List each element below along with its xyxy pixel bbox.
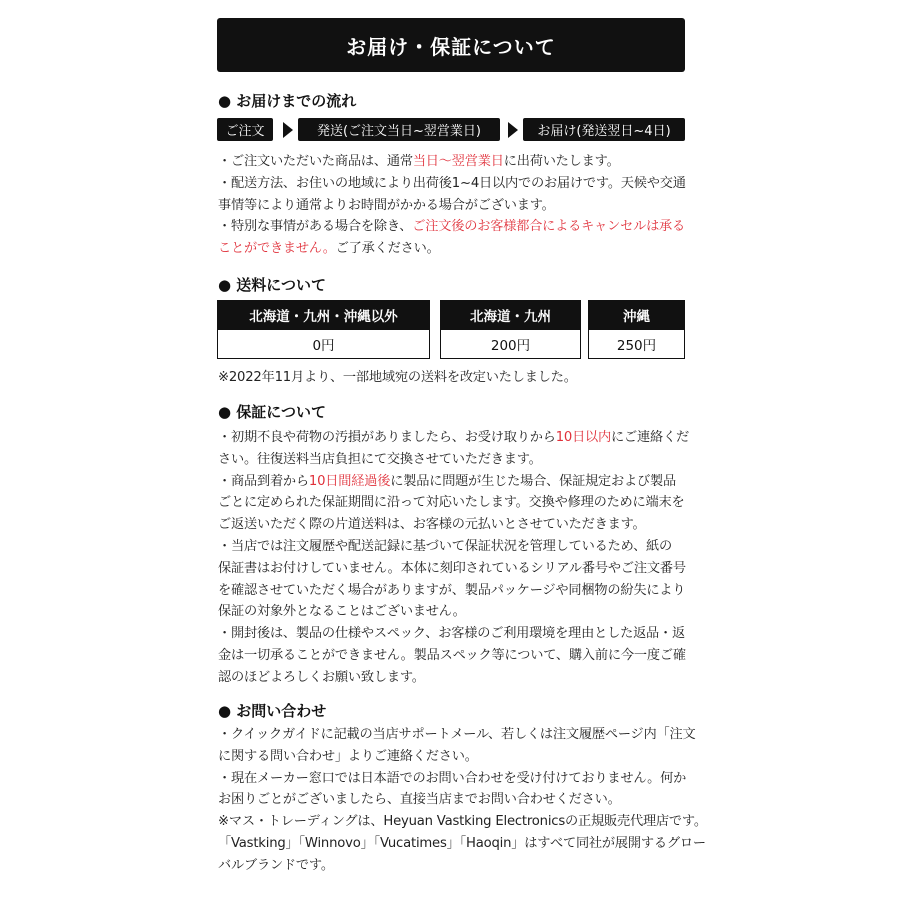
- text-line: [218, 195, 688, 217]
- flow-step-deliver: お届け(発送翌日~4日): [523, 118, 685, 141]
- shipping-fee: 0円: [217, 330, 430, 359]
- text-segment: 「Vastking」「Winnovo」「Vucatimes」「Haoqin」はすべて同社が展開するグロー: [218, 835, 706, 851]
- text-line: [218, 151, 688, 173]
- text-line: [218, 667, 688, 689]
- text-segment: にご連絡くだ: [611, 430, 689, 445]
- arrow-right-icon: [508, 122, 518, 138]
- text-segment: に出荷いたします。: [503, 154, 620, 169]
- highlight-text: ことができません。: [218, 241, 336, 257]
- warranty-text: [218, 427, 688, 689]
- text-line: [218, 514, 688, 536]
- text-line: [218, 492, 688, 514]
- highlight-text: 10日以内: [555, 430, 612, 445]
- text-segment: 認のほどよろしくお願い致します。: [218, 669, 425, 685]
- text-segment: お困りごとがございましたら、直接当店までお問い合わせください。: [218, 792, 621, 808]
- delivery-text: [218, 151, 688, 260]
- text-line: [218, 601, 688, 623]
- text-segment: ・クイックガイドに記載の当店サポートメール、若しくは注文履歴ページ内「注文: [218, 727, 696, 742]
- highlight-text: 当日～翌営業日: [412, 154, 504, 169]
- highlight-text: 10日間経過後: [308, 473, 391, 489]
- flow-step-order: ご注文: [217, 118, 273, 141]
- text-line: [218, 724, 696, 746]
- text-line: [218, 558, 688, 580]
- text-line: [218, 449, 688, 471]
- text-segment: ・ご注文いただいた商品は、通常: [218, 154, 413, 169]
- page-title: お届け・保証について: [217, 18, 685, 72]
- shipping-col-header: 北海道・九州: [440, 300, 581, 330]
- text-segment: に関する問い合わせ」よりご連絡ください。: [218, 748, 478, 764]
- text-line: [218, 768, 688, 790]
- text-line: [218, 645, 688, 667]
- contact-heading: ● お問い合わせ: [218, 702, 327, 720]
- text-line: [218, 746, 688, 768]
- shipping-col-header: 北海道・九州・沖縄以外: [217, 300, 430, 330]
- text-segment: ご返送いただく際の片道送料は、お客様の元払いとさせていただきます。: [218, 517, 646, 533]
- text-segment: ごとに定められた保証期間に沿って対応いたします。交換や修理のために端末を: [218, 495, 685, 511]
- shipping-fee: 250円: [588, 330, 685, 359]
- text-line: [218, 536, 688, 558]
- text-line: [218, 427, 688, 449]
- text-segment: ご了承ください。: [335, 241, 440, 257]
- text-segment: ・初期不良や荷物の汚損がありましたら、お受け取りから: [218, 430, 556, 445]
- text-line: [218, 173, 688, 195]
- text-segment: 保証書はお付けしていません。本体に刻印されているシリアル番号やご注文番号: [218, 560, 686, 576]
- shipping-fee: 200円: [440, 330, 581, 359]
- shipping-col-header: 沖縄: [588, 300, 685, 330]
- text-segment: 金は一切承ることができません。製品スペック等について、購入前に今一度ご確: [218, 647, 686, 663]
- text-line: [218, 855, 688, 877]
- text-line: [218, 471, 688, 493]
- flow-step-ship: 発送(ご注文当日~翌営業日): [298, 118, 500, 141]
- text-segment: ・商品到着から: [218, 473, 309, 489]
- text-segment: ・現在メーカー窓口では日本語でのお問い合わせを受け付けておりません。何か: [218, 770, 687, 786]
- text-segment: ・特別な事情がある場合を除き、: [218, 219, 413, 235]
- text-segment: ・開封後は、製品の仕様やスペック、お客様のご利用環境を理由とした返品・返: [218, 626, 686, 642]
- text-segment: ・配送方法、お住いの地域により出荷後1~4日以内でのお届けです。天候や交通: [218, 175, 686, 191]
- text-segment: さい。往復送料当店負担にて交換させていただきます。: [218, 451, 542, 467]
- warranty-heading: ● 保証について: [218, 403, 327, 421]
- text-line: [218, 833, 706, 855]
- text-segment: ・当店では注文履歴や配送記録に基づいて保証状況を管理しているため、紙の: [218, 538, 673, 554]
- text-segment: バルブランドです。: [218, 857, 334, 873]
- text-line: [218, 811, 707, 833]
- text-segment: を確認させていただく場合がありますが、製品パッケージや同梱物の紛失により: [218, 582, 686, 598]
- text-line: [218, 216, 688, 238]
- text-line: [218, 789, 688, 811]
- shipping-heading: ● 送料について: [218, 276, 327, 294]
- text-line: [218, 623, 688, 645]
- shipping-note: ※2022年11月より、一部地域宛の送料を改定いたしました。: [218, 370, 577, 385]
- text-segment: 保証の対象外となることはございません。: [218, 604, 466, 620]
- text-line: [218, 580, 688, 602]
- arrow-right-icon: [283, 122, 293, 138]
- text-line: [218, 238, 688, 260]
- text-segment: ※マス・トレーディングは、Heyuan Vastking Electronicsの正規販売代理店です。: [218, 814, 707, 830]
- text-segment: 事情等により通常よりお時間がかかる場合がございます。: [218, 197, 555, 213]
- contact-text: [218, 724, 707, 877]
- highlight-text: ご注文後のお客様都合によるキャンセルは承る: [412, 219, 686, 235]
- text-segment: に製品に問題が生じた場合、保証規定および製品: [390, 473, 676, 489]
- delivery-heading: ● お届けまでの流れ: [218, 92, 357, 110]
